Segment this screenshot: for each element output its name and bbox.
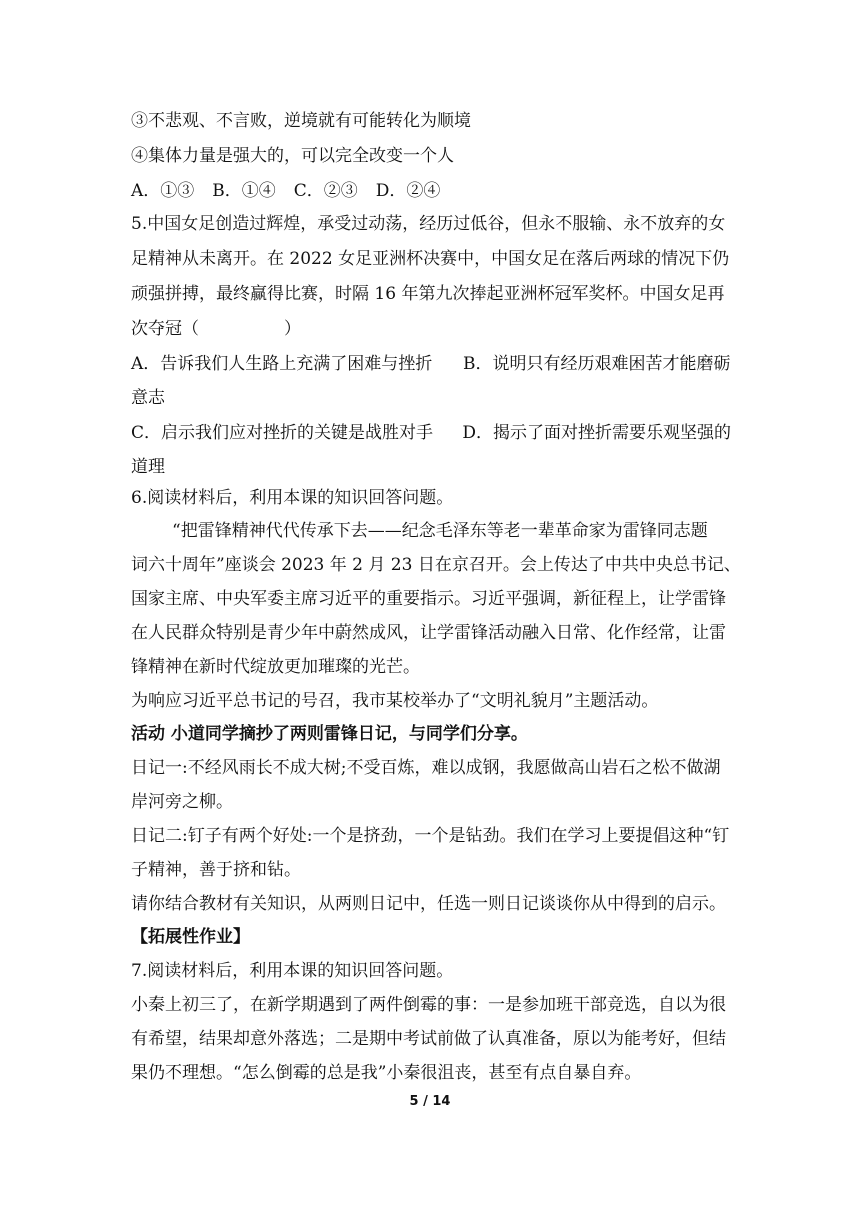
q7-material-line: 小秦上初三了，在新学期遇到了两件倒霉的事：一是参加班干部竞选，自以为很 (131, 995, 726, 1015)
q5-option-b: B．说明只有经历艰难困苦才能磨砺 (463, 354, 731, 374)
q5-option-b-cont: 意志 (131, 388, 165, 408)
q6-diary2-line: 子精神，善于挤和钻。 (131, 860, 301, 880)
q6-activity: 活动 小道同学摘抄了两则雷锋日记，与同学们分享。 (131, 724, 528, 744)
q4-choice-c: C．②③ (293, 181, 358, 201)
q5-options-ab (131, 353, 731, 375)
q5-option-c: C．启示我们应对挫折的关键是战胜对手 (131, 423, 434, 443)
q6-response: 为响应习近平总书记的号召，我市某校举办了“文明礼貌月”主题活动。 (131, 691, 659, 711)
q6-diary1-line: 岸河旁之柳。 (131, 792, 233, 812)
q4-choice-d: D．②④ (375, 181, 441, 201)
q5-option-d: D．揭示了面对挫折需要乐观坚强的 (462, 423, 731, 443)
q6-material-line: 锋精神在新时代绽放更加璀璨的光芒。 (131, 657, 420, 677)
q7-material-line: 有希望，结果却意外落选；二是期中考试前做了认真准备，原以为能考好，但结 (131, 1029, 726, 1049)
q7-title: 7.阅读材料后，利用本课的知识回答问题。 (131, 961, 454, 981)
q5-stem-line: 次夺冠（ ） (131, 319, 301, 339)
q4-option-3: ③不悲观、不言败，逆境就有可能转化为顺境 (131, 111, 471, 131)
page-number: 5 / 14 (409, 1094, 451, 1109)
q4-choice-b: B．①④ (212, 181, 276, 201)
q6-diary1-line: 日记一:不经风雨长不成大树;不受百炼，难以成钢，我愿做高山岩石之松不做湖 (131, 758, 721, 778)
q5-options-cd (131, 422, 731, 444)
q4-option-4: ④集体力量是强大的，可以完全改变一个人 (131, 146, 454, 166)
q6-material-line: 词六十周年”座谈会 2023 年 2 月 23 日在京召开。会上传达了中共中央总书记、 (131, 555, 741, 575)
q5-option-a: A．告诉我们人生路上充满了困难与挫折 (131, 354, 433, 374)
q5-stem-line: 顽强拼搏，最终赢得比赛，时隔 16 年第九次捧起亚洲杯冠军奖杯。中国女足再 (131, 284, 725, 304)
q6-diary2-line: 日记二:钉子有两个好处:一个是挤劲，一个是钻劲。我们在学习上要提倡这种“钉 (131, 826, 730, 846)
q5-stem-line: 足精神从未离开。在 2022 女足亚洲杯决赛中，中国女足在落后两球的情况下仍 (131, 249, 730, 269)
q4-choices (131, 180, 731, 202)
q5-option-d-cont: 道理 (131, 457, 165, 477)
q6-task: 请你结合教材有关知识，从两则日记中，任选一则日记谈谈你从中得到的启示。 (131, 894, 726, 914)
q4-choice-a: A．①③ (131, 181, 195, 201)
q6-material-line: 在人民群众特别是青少年中蔚然成风，让学雷锋活动融入日常、化作经常，让雷 (131, 623, 726, 643)
q6-material-line: “把雷锋精神代代传承下去——纪念毛泽东等老一辈革命家为雷锋同志题 (172, 521, 708, 541)
q5-stem-line: 5.中国女足创造过辉煌，承受过动荡，经历过低谷，但永不服输、永不放弃的女 (131, 214, 726, 234)
extension-heading: 【拓展性作业】 (131, 927, 250, 947)
q7-material-line: 果仍不理想。“怎么倒霉的总是我”小秦很沮丧，甚至有点自暴自弃。 (131, 1063, 642, 1083)
q6-title: 6.阅读材料后，利用本课的知识回答问题。 (131, 488, 454, 508)
q6-material-line: 国家主席、中央军委主席习近平的重要指示。习近平强调，新征程上，让学雷锋 (131, 589, 726, 609)
